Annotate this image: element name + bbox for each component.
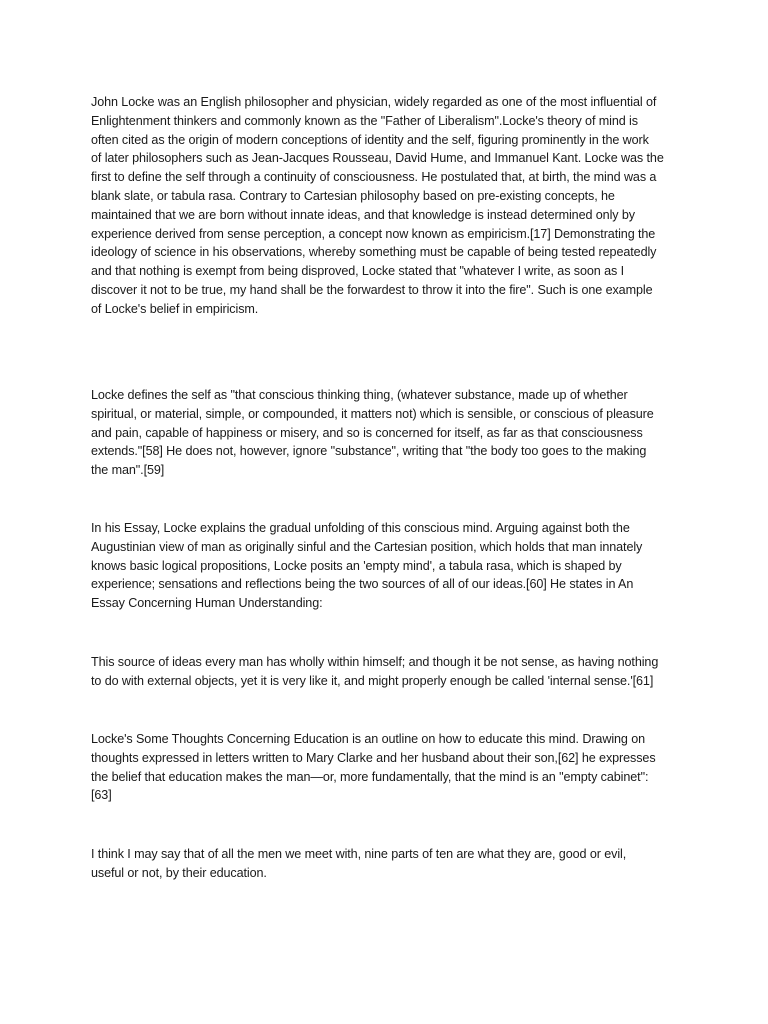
paragraph-education-quote: I think I may say that of all the men we meet with, nine parts of ten are what they are, good or evil, useful or not, by their education. bbox=[91, 847, 627, 880]
paragraph-locke-intro: John Locke was an English philosopher and physician, widely regarded as one of the most influential of Enlightenment thinkers and commonly known as the "Father of Liberalism".Locke's theory of mind is often cited as the origin of modern conceptions of identity and the self, figuring prominently in the work of later philosophers such as Jean-Jacques Rousseau, David Hume, and Immanuel Kant. Locke was the first to define the self through a continuity of consciousness. He postulated that, at birth, the mind was a blank slate, or tabula rasa. Contrary to Cartesian philosophy based on pre-existing concepts, he maintained that we are born without innate ideas, and that knowledge is instead determined only by experience derived from sense perception, a concept now known as empiricism.[17] Demonstrating the ideology of science in his observations, whereby something must be capable of being tested repeatedly and that nothing is exempt from being disproved, Locke stated that "whatever I write, as soon as I discover it not to be true, my hand shall be the forwardest to throw it into the fire". Such is one example of Locke's belief in empiricism. bbox=[91, 95, 664, 316]
paragraph-self-definition: Locke defines the self as "that conscious thinking thing, (whatever substance, made up of whether spiritual, or material, simple, or compounded, it matters not) which is sensible, or conscious of pleasure and pain, capable of happiness or misery, and so is concerned for itself, as far as that consciousness extends."[58] He does not, however, ignore "substance", writing that "the body too goes to the making the man".[59] bbox=[91, 388, 654, 478]
paragraph-internal-sense-quote: This source of ideas every man has wholly within himself; and though it be not sense, as having nothing to do with external objects, yet it is very like it, and might properly enough be called 'internal sense.'[61] bbox=[91, 655, 659, 688]
paragraph-education-outline: Locke's Some Thoughts Concerning Education is an outline on how to educate this mind. Drawing on thoughts expressed in letters written to Mary Clarke and her husband about their son,[62] he expresses the belief that education makes the man—or, more fundamentally, that the mind is an "empty cabinet": [63] bbox=[91, 732, 656, 803]
paragraph-essay-mind: In his Essay, Locke explains the gradual unfolding of this conscious mind. Arguing against both the Augustinian view of man as originally sinful and the Cartesian position, which holds that man innately knows basic logical propositions, Locke posits an 'empty mind', a tabula rasa, which is shaped by experience; sensations and reflections being the two sources of all of our ideas.[60] He states in An Essay Concerning Human Understanding: bbox=[91, 521, 643, 611]
